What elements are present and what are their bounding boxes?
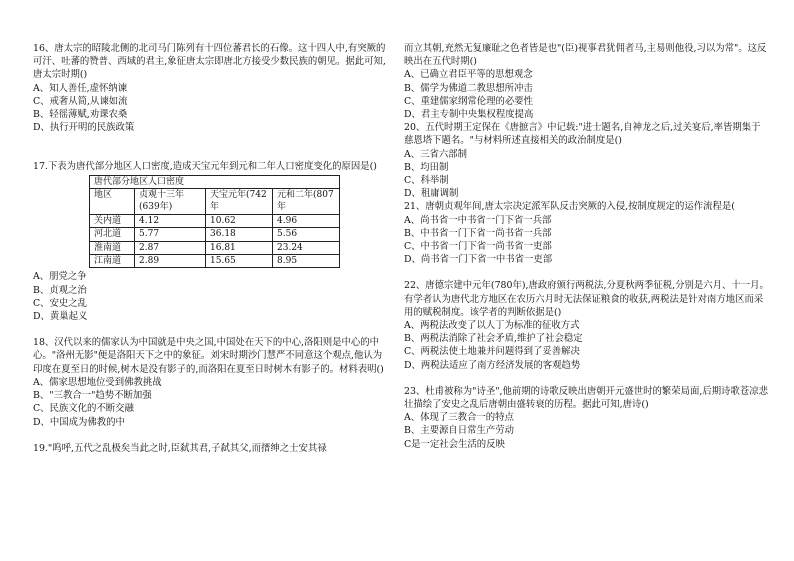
table-cell: 8.95 (273, 255, 340, 268)
table-caption: 唐代部分地区人口密度 (90, 175, 340, 188)
question-21-option-c: C、中书省一门下省一尚书省一吏部 (404, 241, 552, 253)
question-18-option-d: D、中国成为佛教的中 (33, 416, 125, 428)
right-column (404, 42, 769, 451)
question-16-option-a: A、知人善任,虚怀纳谏 (33, 82, 128, 94)
question-23-stem: 23、杜甫被称为"诗圣",他前期的诗歌反映出唐朝开元盛世时的繁荣局面,后期诗歌苍凉悲壮描绘了安史之乱后唐朝由盛转衰的历程。据此可知,唐诗() (404, 385, 769, 411)
table-cell: 江南道 (90, 255, 135, 268)
question-16 (33, 42, 388, 134)
population-density-table (89, 175, 340, 269)
question-18-option-b: B、"三教合一"趋势不断加强 (33, 390, 152, 402)
question-21-stem: 21、唐朝贞观年间,唐太宗决定派军队反击突厥的入侵,按制度规定的运作流程是( (404, 201, 735, 213)
question-22-option-b: B、两税法消除了社会矛盾,维护了社会稳定 (404, 333, 583, 345)
question-19 (33, 442, 388, 455)
question-22 (404, 279, 769, 371)
question-19-option-d: D、君主专制中央集权程度提高 (404, 109, 534, 121)
question-21-option-b: B、中书省一门下省一尚书省一兵部 (404, 227, 552, 239)
table-header: 贞观十三年(639年) (135, 189, 206, 215)
question-20-stem: 20、五代时期王定保在《唐摭言》中记载:"进士题名,自神龙之后,过关宴后,率皆期集于慈恩塔下题名。"与材料所述直接相关的政治制度是() (404, 122, 761, 147)
question-19-option-b: B、儒学为佛道二教思想所冲击 (404, 82, 533, 94)
question-16-option-c: C、戒奢从简,从谏如流 (33, 95, 128, 107)
question-20-option-b: B、均田制 (404, 161, 449, 173)
table-row (90, 255, 340, 268)
question-19-continued-text: 而立其朝,充然无复廉耻之色者皆是也"(臣)视事君犹佣者马,主易则他役,习以为常"。这反映出在五代时期() (404, 43, 767, 68)
table-row (90, 214, 340, 227)
question-17-option-c: C、安史之乱 (33, 297, 88, 309)
question-22-stem: 22、唐德宗建中元年(780年),唐政府颁行两税法,分夏秋两季征税,分别是六月、十一月。有学者认为唐代北方地区在农历六月时无法保证粮食的收获,两税法是针对南方地区而采用的赋税制度。该学者的判断依据是() (404, 280, 769, 318)
table-cell: 4.96 (273, 214, 340, 227)
table-row (90, 228, 340, 241)
question-21-option-d: D、尚书省一门下省一中书省一吏部 (404, 254, 553, 266)
question-19-option-a: A、已确立君臣平等的思想观念 (404, 69, 533, 81)
question-23-option-a: A、体现了三教合一的特点 (404, 412, 514, 424)
question-17-option-a: A、朋党之争 (33, 271, 87, 283)
question-17-option-b: B、贞观之治 (33, 284, 87, 296)
question-19-continued (404, 42, 769, 121)
table-header: 地区 (90, 189, 135, 215)
question-23-option-c: C是一定社会生活的反映 (404, 438, 505, 450)
table-cell: 23.24 (273, 241, 340, 254)
question-17-stem: 17.下表为唐代部分地区人口密度,造成天宝元年到元和二年人口密度变化的原因是() (33, 161, 377, 173)
table-header: 天宝元年(742年 (206, 189, 273, 215)
table-cell: 2.87 (135, 241, 206, 254)
table-header: 元和二年(807年 (273, 189, 340, 215)
left-column (33, 42, 388, 455)
question-17 (33, 160, 388, 323)
question-22-option-a: A、两税法改变了以人丁为标准的征收方式 (404, 320, 580, 332)
question-16-option-b: B、轻徭薄赋,劝课农桑 (33, 109, 128, 121)
question-20-option-d: D、租庸调制 (404, 188, 459, 200)
question-16-stem: 16、唐太宗的昭陵北侧的北司马门陈列有十四位蕃君长的石像。这十四人中,有突厥的可汗、吐蕃的赞普、西域的君主,象征唐太宗即唐北方接受少数民族的朝见。据此可知,唐太宗时期() (33, 43, 386, 81)
question-21 (404, 200, 769, 266)
question-18-stem: 18、汉代以来的儒家认为中国就是中央之国,中国处在天下的中心,洛阳则是中心的中心。"洛州无影"便是洛阳天下之中的象征。刘宋时期沙门慧严不同意这个观点,他认为印度在夏至日的时候,树木是没有影子的,而洛阳在夏至日时树木有影子的。材料表明() (33, 337, 384, 375)
question-18 (33, 336, 388, 428)
question-19-stem: 19."呜呼,五代之乱极矣当此之时,臣弑其君,子弑其父,而搢绅之士安其禄 (33, 442, 327, 454)
table-header-row (90, 189, 340, 215)
question-18-option-a: A、儒家思想地位受到佛教挑战 (33, 376, 162, 388)
table-cell: 淮南道 (90, 241, 135, 254)
table-cell: 5.77 (135, 228, 206, 241)
table-row (90, 241, 340, 254)
table-cell: 4.12 (135, 214, 206, 227)
question-20 (404, 121, 769, 200)
table-cell: 16.81 (206, 241, 273, 254)
question-19-option-c: C、重建儒家纲常伦理的必要性 (404, 95, 534, 107)
question-23 (404, 385, 769, 451)
table-cell: 5.56 (273, 228, 340, 241)
question-17-option-d: D、黄巢起义 (33, 311, 88, 323)
question-20-option-c: C、科举制 (404, 175, 449, 187)
question-23-option-b: B、主要源自日常生产劳动 (404, 425, 515, 437)
table-cell: 河北道 (90, 228, 135, 241)
question-21-option-a: A、尚书省一中书省一门下省一兵部 (404, 214, 552, 226)
table-cell: 关内道 (90, 214, 135, 227)
table-cell: 10.62 (206, 214, 273, 227)
table-cell: 15.65 (206, 255, 273, 268)
table-cell: 2.89 (135, 255, 206, 268)
question-22-option-c: C、两税法使土地兼并问题得到了妥善解决 (404, 346, 580, 358)
question-18-option-c: C、民族文化的不断交融 (33, 403, 134, 415)
table-cell: 36.18 (206, 228, 273, 241)
question-16-option-d: D、执行开明的民族政策 (33, 122, 135, 134)
question-22-option-d: D、两税法适应了南方经济发展的客观趋势 (404, 359, 581, 371)
question-20-option-a: A、三省六部制 (404, 148, 468, 160)
